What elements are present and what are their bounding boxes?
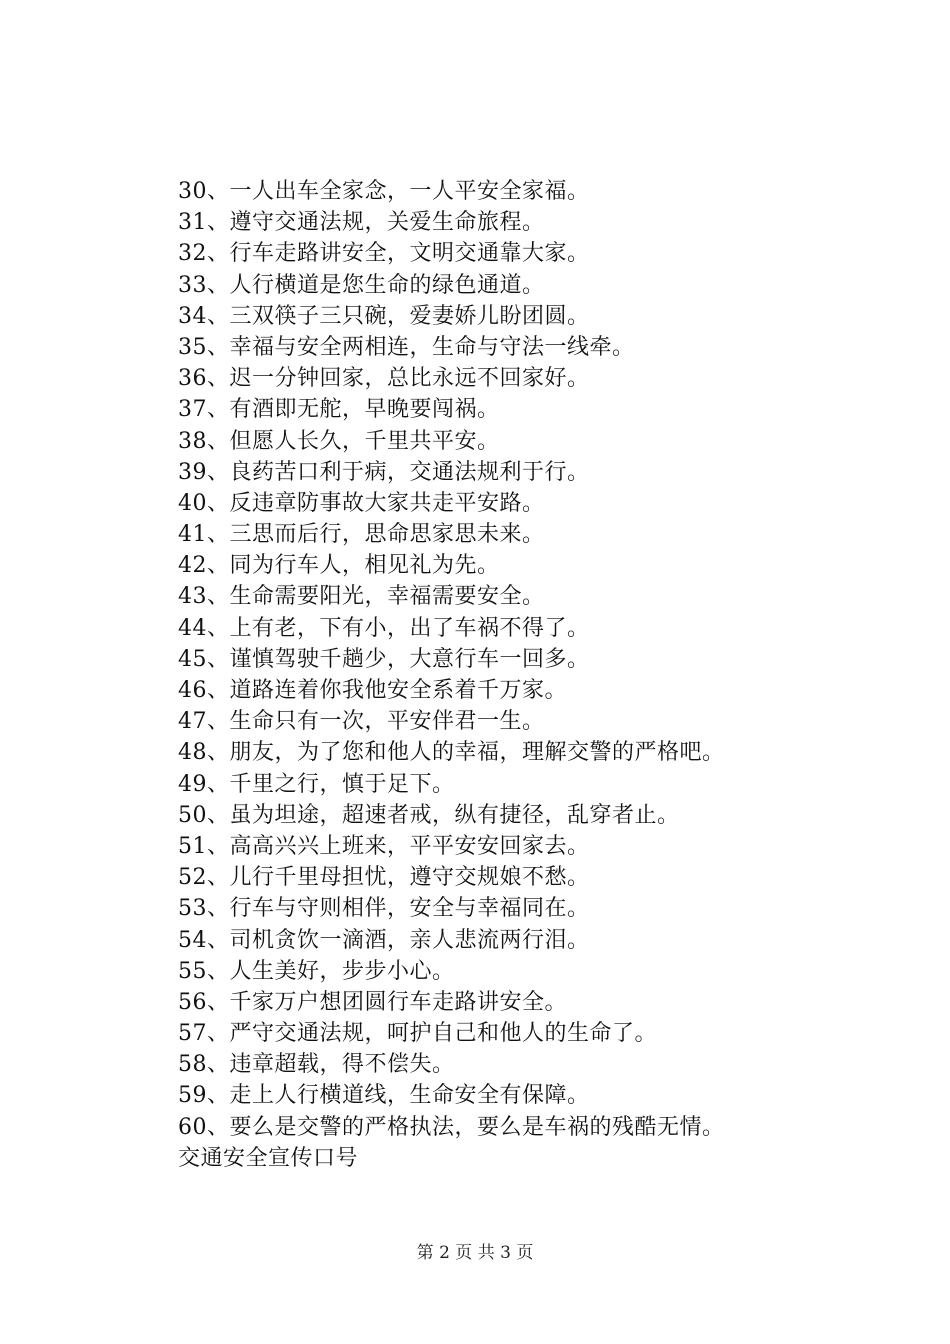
slogan-line-34: 34、三双筷子三只碗，爱妻娇儿盼团圆。 xyxy=(178,303,590,329)
slogan-line-58: 58、违章超载，得不偿失。 xyxy=(178,1052,455,1078)
slogan-line-31: 31、遵守交通法规，关爱生命旅程。 xyxy=(178,210,545,236)
page-number-footer: 第 2 页 共 3 页 xyxy=(416,1243,534,1263)
slogan-line-39: 39、良药苦口利于病，交通法规利于行。 xyxy=(178,459,590,485)
slogan-line-38: 38、但愿人长久，千里共平安。 xyxy=(178,428,500,454)
slogan-line-48: 48、朋友，为了您和他人的幸福，理解交警的严格吧。 xyxy=(178,740,725,766)
slogan-line-30: 30、一人出车全家念，一人平安全家福。 xyxy=(178,179,590,204)
slogan-line-45: 45、谨慎驾驶千趟少，大意行车一回多。 xyxy=(178,646,590,672)
slogan-line-53: 53、行车与守则相伴，安全与幸福同在。 xyxy=(178,896,590,922)
slogan-line-37: 37、有酒即无舵，早晚要闯祸。 xyxy=(178,397,500,423)
slogan-line-56: 56、千家万户想团圆行车走路讲安全。 xyxy=(178,989,567,1015)
slogan-line-32: 32、行车走路讲安全，文明交通靠大家。 xyxy=(178,241,590,267)
slogan-line-33: 33、人行横道是您生命的绿色通道。 xyxy=(178,272,545,298)
slogan-line-57: 57、严守交通法规，呵护自己和他人的生命了。 xyxy=(178,1021,657,1047)
slogan-line-60: 60、要么是交警的严格执法，要么是车祸的残酷无情。 xyxy=(178,1114,725,1140)
slogan-line-54: 54、司机贪饮一滴酒，亲人悲流两行泪。 xyxy=(178,927,590,953)
slogan-line-59: 59、走上人行横道线，生命安全有保障。 xyxy=(178,1083,590,1109)
slogan-line-35: 35、幸福与安全两相连，生命与守法一线牵。 xyxy=(178,334,635,360)
slogan-line-41: 41、三思而后行，思命思家思未来。 xyxy=(178,522,545,548)
slogan-line-42: 42、同为行车人，相见礼为先。 xyxy=(178,553,500,579)
section-heading: 交通安全宣传口号 xyxy=(178,1145,359,1171)
slogan-line-43: 43、生命需要阳光，幸福需要安全。 xyxy=(178,584,545,610)
slogan-list xyxy=(178,176,878,1174)
slogan-line-49: 49、千里之行，慎于足下。 xyxy=(178,771,455,797)
slogan-line-40: 40、反违章防事故大家共走平安路。 xyxy=(178,490,545,516)
slogan-line-51: 51、高高兴兴上班来，平平安安回家去。 xyxy=(178,833,590,859)
slogan-line-47: 47、生命只有一次，平安伴君一生。 xyxy=(178,709,545,735)
slogan-line-52: 52、儿行千里母担忧，遵守交规娘不愁。 xyxy=(178,865,590,891)
slogan-line-50: 50、虽为坦途，超速者戒，纵有捷径，乱穿者止。 xyxy=(178,802,680,828)
slogan-line-36: 36、迟一分钟回家，总比永远不回家好。 xyxy=(178,366,590,392)
slogan-line-44: 44、上有老，下有小，出了车祸不得了。 xyxy=(178,615,590,641)
slogan-line-46: 46、道路连着你我他安全系着千万家。 xyxy=(178,678,567,703)
slogan-line-55: 55、人生美好，步步小心。 xyxy=(178,958,455,984)
